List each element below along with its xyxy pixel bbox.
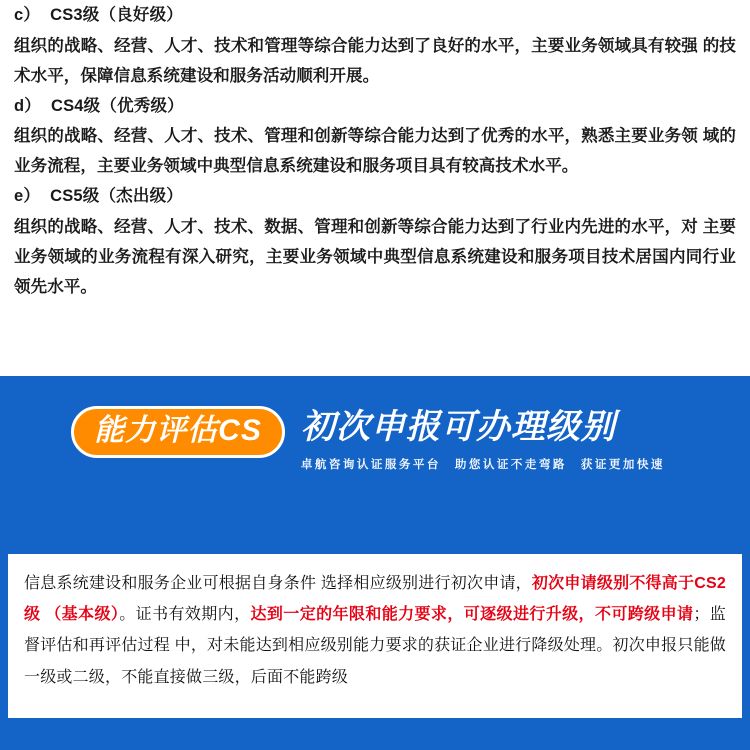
note-paragraph (24, 568, 726, 693)
level-title-cs3: CS3级（良好级） (50, 6, 183, 24)
level-marker-cs5: e） (14, 187, 41, 206)
banner-content (0, 406, 750, 472)
level-title-cs4: CS4级（优秀级） (50, 96, 184, 115)
level-heading-cs3 (14, 3, 736, 29)
level-marker-cs4: d） (14, 96, 41, 115)
banner-subtitle (301, 456, 679, 472)
banner-text-group (301, 406, 679, 472)
level-marker-cs3: c） (14, 6, 41, 24)
banner-title: 初次申报可办理级别 (300, 408, 616, 446)
level-body-cs4: 组织的战略、经营、人才、技术、管理和创新等综合能力达到了优秀的水平，熟悉主要业务领 域的业务流程，主要业务领域中典型信息系统建设和服务项目具有较高技术水平。 (14, 127, 736, 176)
level-title-cs5: CS5级（杰出级） (50, 187, 183, 206)
note-card (8, 554, 742, 718)
note-segment-1: 信息系统建设和服务企业可根据自身条件 选择相应级别进行初次申请， (24, 575, 532, 592)
note-segment-3: 。证书有效期内， (119, 606, 251, 624)
banner-subtitle-item-2: 助您认证不走弯路 (454, 458, 567, 471)
level-heading-cs4 (14, 94, 736, 120)
promo-banner (0, 376, 750, 554)
banner-subtitle-item-1: 卓航咨询认证服务平台 (300, 458, 441, 471)
banner-subtitle-item-3: 获证更加快速 (580, 458, 665, 471)
level-body-cs5: 组织的战略、经营、人才、技术、数据、管理和创新等综合能力达到了行业内先进的水平，对 主要业务领域的业务流程有深入研究，主要业务领域中典型信息系统建设和服务项目技术居国内同行业领先水平。 (14, 217, 736, 296)
level-heading-cs5 (14, 184, 736, 210)
note-segment-2-highlight: 初次申请级别不得高于CS2级 （基本级） (24, 575, 726, 624)
note-segment-4-highlight: 达到一定的年限和能力要求，可逐级进行升级，不可跨级申请 (250, 606, 694, 624)
level-body-cs3: 组织的战略、经营、人才、技术和管理等综合能力达到了良好的水平，主要业务领域具有较强 的技术水平，保障信息系统建设和服务活动顺利开展。 (14, 36, 736, 85)
badge-label: 能力评估CS (94, 414, 262, 447)
badge-capability-assessment (71, 406, 285, 458)
note-segment-5: ；监督评估和再评估过程 中，对未能达到相应级别能力要求的获证企业进行降级处理。初次申报只能做一级或二级，不能直接做三级，后面不能跨级 (24, 606, 726, 686)
